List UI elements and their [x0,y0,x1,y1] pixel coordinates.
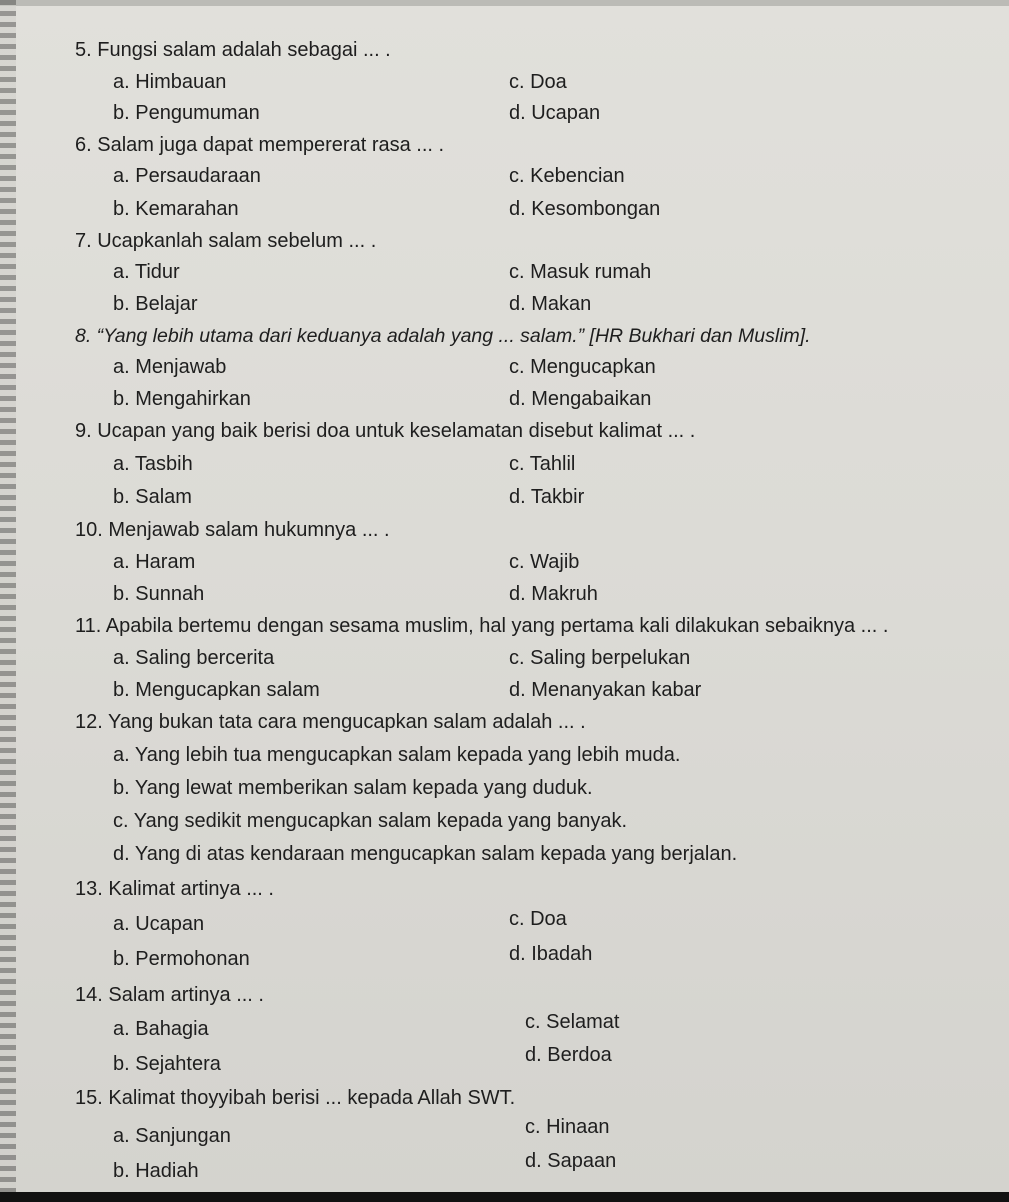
question-10-option-c: c. Wajib [509,551,580,573]
question-9-option-b: b. Salam [113,486,192,508]
question-14-option-b: b. Sejahtera [113,1053,221,1075]
question-14-stem: 14. Salam artinya ... . [75,984,264,1006]
question-5-option-d: d. Ucapan [509,102,601,124]
question-8-option-b: b. Mengahirkan [113,388,251,410]
question-15-option-b: b. Hadiah [113,1160,199,1182]
question-5-option-a: a. Himbauan [113,71,227,93]
question-5-option-b: b. Pengumuman [113,102,260,124]
question-9-stem: 9. Ucapan yang baik berisi doa untuk keselamatan disebut kalimat ... . [75,420,696,442]
question-9-option-c: c. Tahlil [509,453,576,475]
question-7-option-b: b. Belajar [113,293,198,315]
question-8-option-c: c. Mengucapkan [509,356,656,378]
question-12-option-b: b. Yang lewat memberikan salam kepada yang duduk. [113,777,593,799]
question-6-option-a: a. Persaudaraan [113,165,261,187]
question-13-stem: 13. Kalimat artinya ... . [75,878,274,900]
question-11-option-d: d. Menanyakan kabar [509,679,702,701]
question-7-option-d: d. Makan [509,293,592,315]
question-11-option-a: a. Saling bercerita [113,647,275,669]
question-7-stem: 7. Ucapkanlah salam sebelum ... . [75,230,377,252]
question-6-option-b: b. Kemarahan [113,198,239,220]
question-11-option-c: c. Saling berpelukan [509,647,691,669]
question-14-option-c: c. Selamat [525,1011,620,1033]
question-7-option-c: c. Masuk rumah [509,261,652,283]
question-13-option-c: c. Doa [509,908,567,930]
question-12-stem: 12. Yang bukan tata cara mengucapkan salam adalah ... . [75,711,586,733]
question-12-option-c: c. Yang sedikit mengucapkan salam kepada yang banyak. [113,810,628,832]
page-top-edge [0,0,1009,6]
question-10-option-b: b. Sunnah [113,583,205,605]
question-15-stem: 15. Kalimat thoyyibah berisi ... kepada Allah SWT. [75,1087,516,1109]
page-bottom-edge [0,1192,1009,1202]
question-15-option-a: a. Sanjungan [113,1125,231,1147]
question-10-option-d: d. Makruh [509,583,598,605]
question-8-stem: 8. “Yang lebih utama dari keduanya adalah yang ... salam.” [HR Bukhari dan Muslim]. [75,325,811,347]
question-6-stem: 6. Salam juga dapat mempererat rasa ... . [75,134,445,156]
question-9-option-a: a. Tasbih [113,453,193,475]
question-12-option-a: a. Yang lebih tua mengucapkan salam kepada yang lebih muda. [113,744,681,766]
question-13-option-a: a. Ucapan [113,913,205,935]
question-8-option-d: d. Mengabaikan [509,388,652,410]
question-14-option-a: a. Bahagia [113,1018,209,1040]
question-11-option-b: b. Mengucapkan salam [113,679,320,701]
question-13-option-b: b. Permohonan [113,948,250,970]
spiral-binding [0,0,16,1202]
question-15-option-c: c. Hinaan [525,1116,610,1138]
question-13-option-d: d. Ibadah [509,943,593,965]
question-9-option-d: d. Takbir [509,486,585,508]
question-10-option-a: a. Haram [113,551,196,573]
question-12-option-d: d. Yang di atas kendaraan mengucapkan salam kepada yang berjalan. [113,843,738,865]
question-7-option-a: a. Tidur [113,261,180,283]
question-10-stem: 10. Menjawab salam hukumnya ... . [75,519,390,541]
question-8-option-a: a. Menjawab [113,356,227,378]
question-15-option-d: d. Sapaan [525,1150,617,1172]
question-5-option-c: c. Doa [509,71,567,93]
question-6-option-d: d. Kesombongan [509,198,661,220]
question-5-stem: 5. Fungsi salam adalah sebagai ... . [75,39,391,61]
question-11-stem: 11. Apabila bertemu dengan sesama muslim, hal yang pertama kali dilakukan sebaiknya ... . [75,615,889,637]
question-14-option-d: d. Berdoa [525,1044,612,1066]
question-6-option-c: c. Kebencian [509,165,625,187]
